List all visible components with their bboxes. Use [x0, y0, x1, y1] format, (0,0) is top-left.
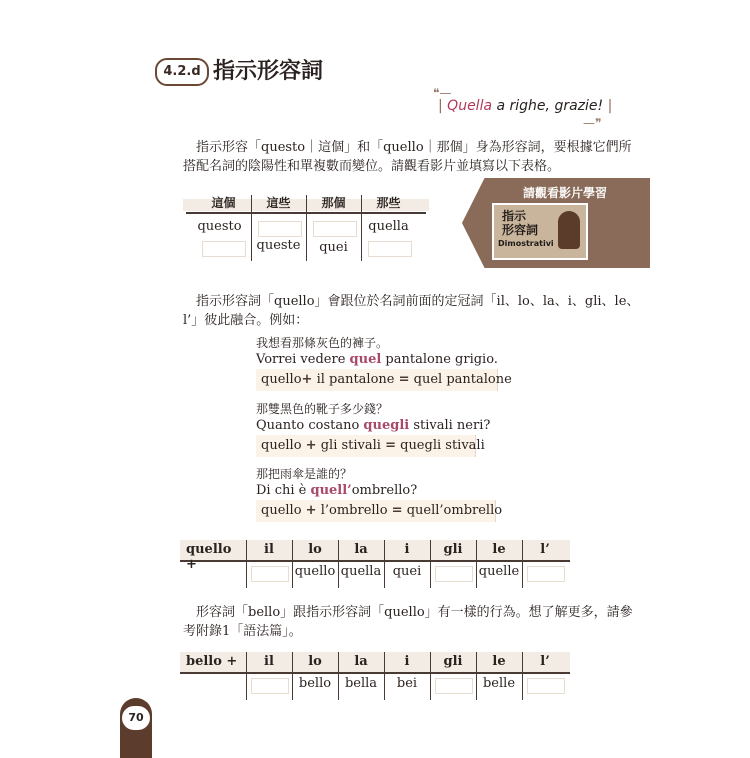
example-text: ombrello?	[351, 483, 418, 498]
example-1-chinese: 我想看那條灰色的褲子。	[256, 336, 389, 350]
example-highlight: quegli	[363, 418, 410, 433]
para3-line-2: 考附錄1「語法篇」。	[183, 624, 302, 639]
article-header: la	[354, 654, 368, 669]
example-3-formula	[256, 500, 503, 522]
answer-blank[interactable]	[435, 566, 473, 582]
thumb-subtitle: Dimostrativi	[498, 239, 554, 248]
demo-blank-cell[interactable]	[313, 221, 357, 237]
answer-cell: bello	[298, 676, 332, 691]
demo-cell: questo	[197, 219, 242, 234]
video-thumbnail[interactable]	[492, 203, 588, 260]
answer-cell: quei	[392, 564, 422, 579]
equals-icon: =	[385, 438, 396, 453]
example-1-formula	[256, 369, 512, 391]
demo-header: 那個	[321, 196, 346, 210]
bello-table	[180, 652, 570, 700]
formula-part: l’ombrello	[316, 503, 392, 518]
demo-blank-cell[interactable]	[368, 241, 412, 257]
article-header: le	[492, 542, 506, 557]
formula-part: quello	[261, 503, 306, 518]
example-2-chinese: 那雙黑色的靴子多少錢？	[256, 402, 389, 416]
article-header: l’	[540, 542, 550, 557]
answer-cell: quella	[340, 564, 382, 579]
equals-icon: =	[398, 372, 410, 387]
demo-blank-cell[interactable]	[258, 221, 302, 237]
quello-table	[180, 540, 570, 588]
person-illustration-icon	[558, 211, 580, 249]
demo-blank-cell[interactable]	[202, 241, 246, 257]
answer-blank[interactable]	[251, 678, 289, 694]
article-header: lo	[308, 542, 322, 557]
page-number: 70	[122, 706, 150, 730]
article-header: il	[264, 542, 274, 557]
answer-blank[interactable]	[435, 678, 473, 694]
example-2-italian	[256, 418, 490, 433]
example-2-formula	[256, 435, 485, 457]
example-text: Quanto costano	[256, 418, 364, 433]
article-header: lo	[308, 654, 322, 669]
formula-part: gli stivali	[316, 438, 386, 453]
formula-part: quegli stivali	[395, 438, 485, 453]
article-header: il	[264, 654, 274, 669]
demonstrative-table	[196, 195, 416, 261]
quote-open-mark: ❝—	[433, 86, 452, 100]
thumb-title-2: 形容詞	[502, 223, 539, 237]
quote-rest: a righe, grazie!	[492, 98, 604, 114]
example-highlight: quel	[349, 352, 382, 367]
demo-header: 這個	[211, 196, 236, 210]
example-highlight: quell’	[310, 483, 352, 498]
formula-part: quell’ombrello	[402, 503, 503, 518]
plus-icon: +	[305, 503, 317, 518]
example-3-italian	[256, 483, 417, 498]
para3-line-1: 形容詞「bello」跟指示形容詞「quello」有一樣的行為。想了解更多，請參	[196, 605, 633, 620]
article-header: gli	[443, 654, 463, 669]
equals-icon: =	[391, 503, 403, 518]
article-header: gli	[443, 542, 463, 557]
plus-icon: +	[305, 438, 317, 453]
intro-line-2: 搭配名詞的陰陽性和單複數而變位。請觀看影片並填寫以下表格。	[183, 159, 561, 174]
answer-blank[interactable]	[527, 566, 565, 582]
answer-cell: belle	[482, 676, 516, 691]
demo-header: 那些	[376, 196, 401, 210]
formula-part: quello	[261, 438, 306, 453]
section-number-badge: 4.2.d	[155, 58, 209, 86]
example-3-chinese: 那把雨傘是誰的？	[256, 467, 353, 481]
quote-close-mark: —❞	[583, 116, 602, 130]
demo-header: 這些	[266, 196, 291, 210]
article-header: i	[404, 654, 410, 669]
answer-cell: bella	[344, 676, 378, 691]
thumb-title-1: 指示	[502, 209, 527, 223]
answer-cell: quelle	[478, 564, 520, 579]
para2-line-2: l’」彼此融合。例如：	[183, 313, 309, 328]
answer-blank[interactable]	[251, 566, 289, 582]
formula-part: il pantalone	[312, 372, 399, 387]
quello-table-head: quello +	[186, 542, 232, 572]
demo-cell: quei	[319, 240, 348, 255]
article-header: la	[354, 542, 368, 557]
example-text: Vorrei vedere	[256, 352, 350, 367]
formula-part: quello	[261, 372, 302, 387]
bello-table-head: bello +	[186, 654, 238, 669]
example-text: Di chi è	[256, 483, 311, 498]
article-header: i	[404, 542, 410, 557]
example-text: pantalone grigio.	[381, 352, 498, 367]
demo-cell: queste	[256, 238, 301, 253]
answer-cell: bei	[396, 676, 418, 691]
intro-line-1: 指示形容「questo｜這個」和「quello｜那個」身為形容詞，要根據它們所	[196, 140, 632, 155]
example-text: stivali neri?	[409, 418, 491, 433]
article-header: le	[492, 654, 506, 669]
demo-cell: quella	[368, 219, 409, 234]
video-title: 請觀看影片學習	[522, 186, 607, 200]
answer-cell: quello	[294, 564, 336, 579]
article-header: l’	[540, 654, 550, 669]
formula-part: quel pantalone	[409, 372, 512, 387]
section-title: 指示形容詞	[213, 59, 324, 84]
example-1-italian	[256, 352, 498, 367]
answer-blank[interactable]	[527, 678, 565, 694]
dialogue-quote: | Quella a righe, grazie! |	[438, 98, 613, 114]
quote-highlight: Quella	[447, 98, 493, 114]
para2-line-1: 指示形容詞「quello」會跟位於名詞前面的定冠詞「il、lo、la、i、gli、le、	[196, 294, 640, 309]
plus-icon: +	[301, 372, 313, 387]
